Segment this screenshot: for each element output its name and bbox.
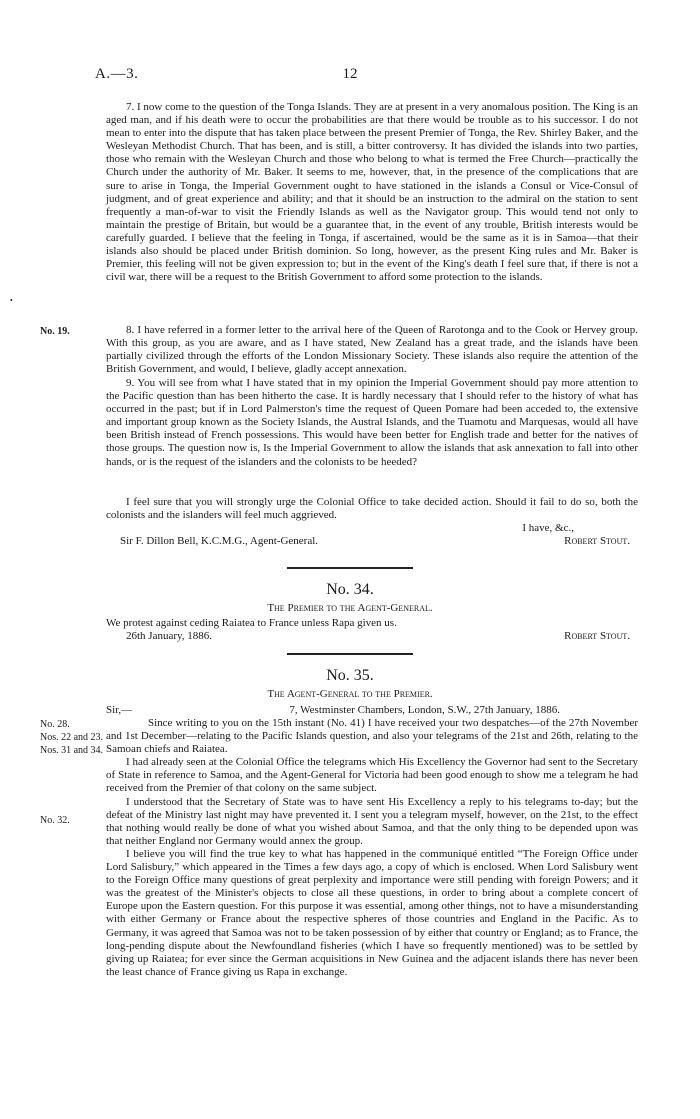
margin-note-nos22-23: Nos. 22 and 23. [40,732,104,743]
doc35-heading: The Agent-General to the Premier. [267,688,433,700]
doc34-date: 26th January, 1886. [126,630,213,643]
paragraph-7-block [106,101,638,284]
paragraph-feel: I feel sure that you will strongly urge the Colonial Office to take decided action. Should it fail to do so, both the colonists and the islanders will feel much aggrieved. [106,496,638,522]
doc34-body: We protest against ceding Raiatea to France unless Rapa given us. [106,617,397,629]
margin-note-no28: No. 28. [40,719,70,730]
doc34-heading: The Premier to the Agent-General. [267,602,433,614]
closing-signer: Robert Stout. [564,535,630,548]
paragraph-8-block [106,324,638,376]
closing-addressee: Sir F. Dillon Bell, K.C.M.G., Agent-General. [120,535,319,548]
margin-note-no19: No. 19. [40,326,70,337]
section-divider-2 [287,653,413,655]
margin-note-no32: No. 32. [40,815,70,826]
page-number: 12 [342,66,358,82]
closing-signature-line [106,535,638,548]
paragraph-9: 9. You will see from what I have stated that in my opinion the Imperial Government should pay more attention to the Pacific question than has been hitherto the case. It is hardly necessary that I should refer to the history of what has occurred in the past; but if in Lord Palmerston's time the request of Queen Pomare had been acceded to, the extensive and important group known as the Society Islands, the Austral Islands, and the Tuamotu and Marquesas, would all have been British instead of French possessions. This would have been better for English trade and better for the natives of those groups. The question now is, Is the Imperial Government to allow the islands that ask annexation to fall into other hands, or is the request of the islanders and the colonists to be heeded? [106,377,638,468]
doc34-sign-line [106,630,638,643]
paragraph-9-block [106,377,638,469]
margin-mark: • [10,296,13,305]
doc35-paragraph-2: I had already seen at the Colonial Office the telegrams which His Excellency the Governor had sent to the Secretary of State in reference to Samoa, and the Agent-General for Victoria had been good enough to show me a telegram he had received from the Premier of that colony on the same subject. [106,756,638,795]
doc35-number: No. 35. [326,667,374,684]
margin-note-nos31-34: Nos. 31 and 34. [40,745,104,756]
doc35-paragraph-1: Since writing to you on the 15th instant (No. 41) I have received your two despatches—of the 27th November and 1st December—relating to the Pacific Islands question, and also your telegrams of the 21st and 26th, relating to the Samoan chiefs and Raiatea. [106,717,638,756]
doc34-signer: Robert Stout. [564,630,630,643]
document-reference: A.—3. [95,66,139,82]
paragraph-feel-block [106,496,638,522]
closing-block-1 [106,522,638,548]
doc35-paragraph-3: I understood that the Secretary of State was to have sent His Excellency a reply to his telegrams to-day; but the defeat of the Ministry last night may have prevented it. I sent you a telegram myself, however, on the 21st, to the effect that nothing would really be done of what you wished about Samoa, and that the only thing to be depended upon was that neither England nor Germany would annex the group. [106,795,638,847]
doc34-body-block [106,617,638,643]
paragraph-7: 7. I now come to the question of the Tonga Islands. They are at present in a very anomalous position. The King is an aged man, and if his death were to occur the probabilities are that there would be trouble as to his successor. I do not mean to enter into the dispute that has taken place between the present Premier of Tonga, the Rev. Shirley Baker, and the Wesleyan Methodist Church. That has been, and is still, a bitter controversy. It has divided the islands into two parties, those who remain with the Wesleyan Church and those who belong to what is termed the Free Church—practically the Church under the authority of Mr. Baker. It seems to me, however, that, in the presence of the complications that are sure to arise in Tonga, the Imperial Government ought to have stationed in the islands a Consul or Vice-Consul of judgment, and of great experience and ability; and that it should be an instruction to the admiral on the station to sent frequently a man-of-war to visit the Friendly Islands as well as the Navigator group. This would tend not only to maintain the prestige of Britain, but would be a guarantee that, in the event of any trouble, British interests would be carefully guarded. I believe that the feeling in Tonga, if ascertained, would be the same as it is in Samoa—that their islands also should be placed under British dominion. So long, however, as the present King rules and Mr. Baker is Premier, this feeling will not be given expression to; but in the event of the King's death I feel sure that, if there is not a civil war, there will be a request to the British Government to afford some protection to the islands. [106,101,638,284]
paragraph-8: 8. I have referred in a former letter to the arrival here of the Queen of Rarotonga and to the Cook or Hervey group. With this group, as you are aware, and as I have stated, New Zealand has a great trade, and the islands have been partially civilized through the efforts of the London Missionary Society. These islands also require the attention of the British Government, and would, I believe, gladly accept annexation. [106,324,638,376]
closing-i-have: I have, &c., [522,522,574,534]
doc34-number: No. 34. [326,581,374,598]
doc35-salutation: Sir,— [106,704,133,716]
section-divider-1 [287,567,413,569]
doc35-paragraph-4: I believe you will find the true key to what has happened in the communiqué entitled “The Foreign Office under Lord Salisbury,” which appeared in the Times a few days ago, a copy of which is enclosed. When Lord Salisbury went to the Foreign Office many questions of great perplexity and importance were still pending with foreign Powers; and it was the greatest of the Minister's objects to close all these questions, in order to bring about a complete concert of Europe upon the Eastern question. For this purpose it was essential, among other things, not to have a misunderstanding with either Germany or France about the respective spheres of those countries and England in the Pacific. As to Germany, it was agreed that Samoa was not to be taken possession of by either that country or England; as to France, the long-pending dispute about the Newfoundland fisheries (which I have so frequently mentioned) was to be settled by giving up Raiatea; for ever since the German acquisitions in New Guinea and the adjacent islands there has never been the least chance of France giving us Rapa in exchange. [106,847,638,978]
doc35-address-line [106,704,638,717]
doc35-address: 7, Westminster Chambers, London, S.W., 27th January, 1886. [289,704,560,716]
doc35-body [106,717,638,979]
